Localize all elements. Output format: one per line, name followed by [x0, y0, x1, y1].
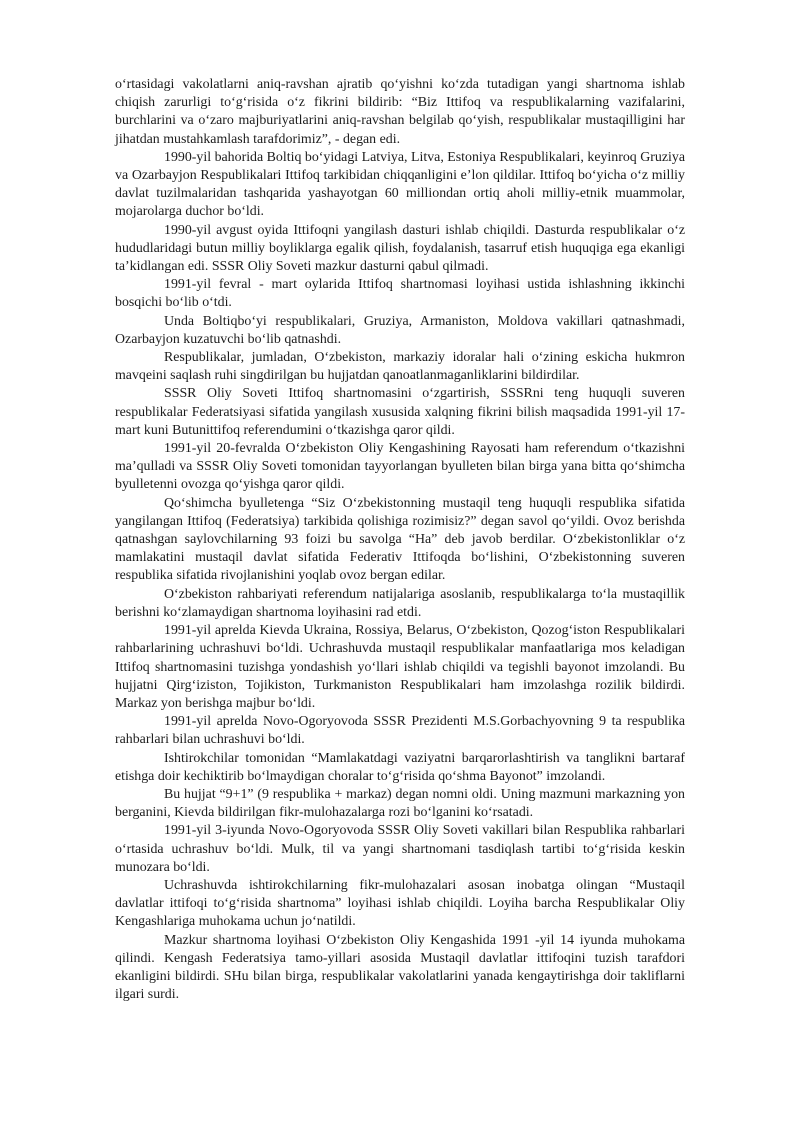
- paragraph: Qo‘shimcha byulletenga “Siz O‘zbekistonning mustaqil teng huquqli respublika sifatida yangilangan Ittifoq (Federatsiya) tarkibida qolishiga rozimisiz?” degan savol qo‘yildi. Ovoz berishda qatnashgan saylovchilarning 93 foizi bu savolga “Ha” deb javob berdilar. O‘zbekistonliklar o‘z mamlakatini mustaqil davlat sifatida Federativ Ittifoqda bo‘lishini, O‘zbekistonning suveren respublika sifatida rivojlanishini yoqlab ovoz bergan edilar.: [115, 495, 685, 584]
- paragraph: Respublikalar, jumladan, O‘zbekiston, markaziy idoralar hali o‘zining eskicha hukmron mavqeini saqlash ruhi singdirilgan bu hujjatdan qanoatlanmaganliklarini bildirdilar.: [115, 350, 685, 384]
- paragraph: SSSR Oliy Soveti Ittifoq shartnomasini o‘zgartirish, SSSRni teng huquqli suveren respublikalar Federatsiyasi sifatida yangilash xususida xalqning fikrini bilish maqsadida 1991-yil 17-mart kuni Butunittifoq referendumini o‘tkazishga qaror qildi.: [115, 386, 685, 438]
- paragraph: 1991-yil 3-iyunda Novo-Ogoryovoda SSSR Oliy Soveti vakillari bilan Respublika rahbarlari o‘rtasida uchrashuv bo‘ldi. Mulk, til va yangi shartnomani tasdiqlash tartibi to‘g‘risida keskin munozara bo‘ldi.: [115, 823, 685, 875]
- paragraph: 1991-yil fevral - mart oylarida Ittifoq shartnomasi loyihasi ustida ishlashning ikkinchi bosqichi bo‘lib o‘tdi.: [115, 277, 685, 311]
- paragraph: Unda Boltiqbo‘yi respublikalari, Gruziya, Armaniston, Moldova vakillari qatnashmadi, Ozarbayjon kuzatuvchi bo‘lib qatnashdi.: [115, 313, 685, 347]
- paragraph: 1990-yil bahorida Boltiq bo‘yidagi Latviya, Litva, Estoniya Respublikalari, keyinroq Gruziya va Ozarbayjon Respublikalari Ittifoq tarkibidan chiqqanligini e’lon qildilar. Ittifoq bo‘yicha o‘z milliy davlat tuzilmalaridan tashqarida yashayotgan 60 milliondan ortiq aholi milliy-etnik muammolar, mojarolarga duchor bo‘ldi.: [115, 149, 685, 220]
- paragraph: Ishtirokchilar tomonidan “Mamlakatdagi vaziyatni barqarorlashtirish va tanglikni bartaraf etishga doir kechiktirib bo‘lmaydigan choralar to‘g‘risida qo‘shma Bayonot” imzolandi.: [115, 750, 685, 784]
- paragraph: 1991-yil aprelda Novo-Ogoryovoda SSSR Prezidenti M.S.Gorbachyovning 9 ta respublika rahbarlari bilan uchrashuvi bo‘ldi.: [115, 714, 685, 748]
- document-page: [115, 76, 685, 1004]
- paragraph: O‘zbekiston rahbariyati referendum natijalariga asoslanib, respublikalarga to‘la mustaqillik berishni ko‘zlamaydigan shartnoma loyihasini rad etdi.: [115, 586, 685, 620]
- paragraph: Uchrashuvda ishtirokchilarning fikr-mulohazalari asosan inobatga olingan “Mustaqil davlatlar ittifoqi to‘g‘risida shartnoma” loyihasi ishlab chiqildi. Loyiha barcha Respublikalar Oliy Kengashlariga muhokama uchun jo‘natildi.: [115, 877, 685, 930]
- paragraph: o‘rtasidagi vakolatlarni aniq-ravshan ajratib qo‘yishni ko‘zda tutadigan yangi shartnoma ishlab chiqish zarurligi to‘g‘risida o‘z fikrini bildirib: “Biz Ittifoq va respublikalarning vazifalarini, burchlarini va o‘zaro majburiyatlarini aniq-ravshan belgilab qo‘yish, respublikalar mustaqilligini har jihatdan mustahkamlash tarafdorimiz”, - degan edi.: [115, 77, 685, 147]
- paragraph: 1991-yil 20-fevralda O‘zbekiston Oliy Kengashining Rayosati ham referendum o‘tkazishni ma’qulladi va SSSR Oliy Soveti tomonidan tayyorlangan byulleten bilan birga yana bitta qo‘shimcha byulletenni ovozga qo‘yishga qaror qildi.: [115, 441, 685, 493]
- paragraph: Bu hujjat “9+1” (9 respublika + markaz) degan nomni oldi. Uning mazmuni markazning yon berganini, Kievda bildirilgan fikr-mulohazalarga rozi bo‘lganini ko‘rsatadi.: [115, 786, 685, 821]
- paragraph: Mazkur shartnoma loyihasi O‘zbekiston Oliy Kengashida 1991 -yil 14 iyunda muhokama qilindi. Kengash Federatsiya tamo-yillari asosida Mustaqil davlatlar ittifoqini tuzish tarafdori ekanligini bildirdi. SHu bilan birga, respublikalar vakolatlarini yanada kengaytirishga doir takliflarni ilgari surdi.: [115, 932, 685, 1003]
- paragraph: 1991-yil aprelda Kievda Ukraina, Rossiya, Belarus, O‘zbekiston, Qozog‘iston Respublikalari rahbarlarining uchrashuvi bo‘ldi. Uchrashuvda mustaqil respublikalar manfaatlariga mos keladigan Ittifoq shartnomasini tuzishga yondashish yo‘llari ishlab chiqildi va tegishli bayonot imzolandi. Bu hujjatni Qirg‘iziston, Tojikiston, Turkmaniston Respublikalari ham imzolashga rozilik bildirdi. Markaz yon berishga majbur bo‘ldi.: [115, 623, 685, 711]
- paragraph: 1990-yil avgust oyida Ittifoqni yangilash dasturi ishlab chiqildi. Dasturda respublikalar o‘z hududlaridagi butun milliy boyliklarga egalik qilish, foydalanish, tasarruf etish huquqiga ega ekanligi ta’kidlangan edi. SSSR Oliy Soveti mazkur dasturni qabul qilmadi.: [115, 222, 685, 275]
